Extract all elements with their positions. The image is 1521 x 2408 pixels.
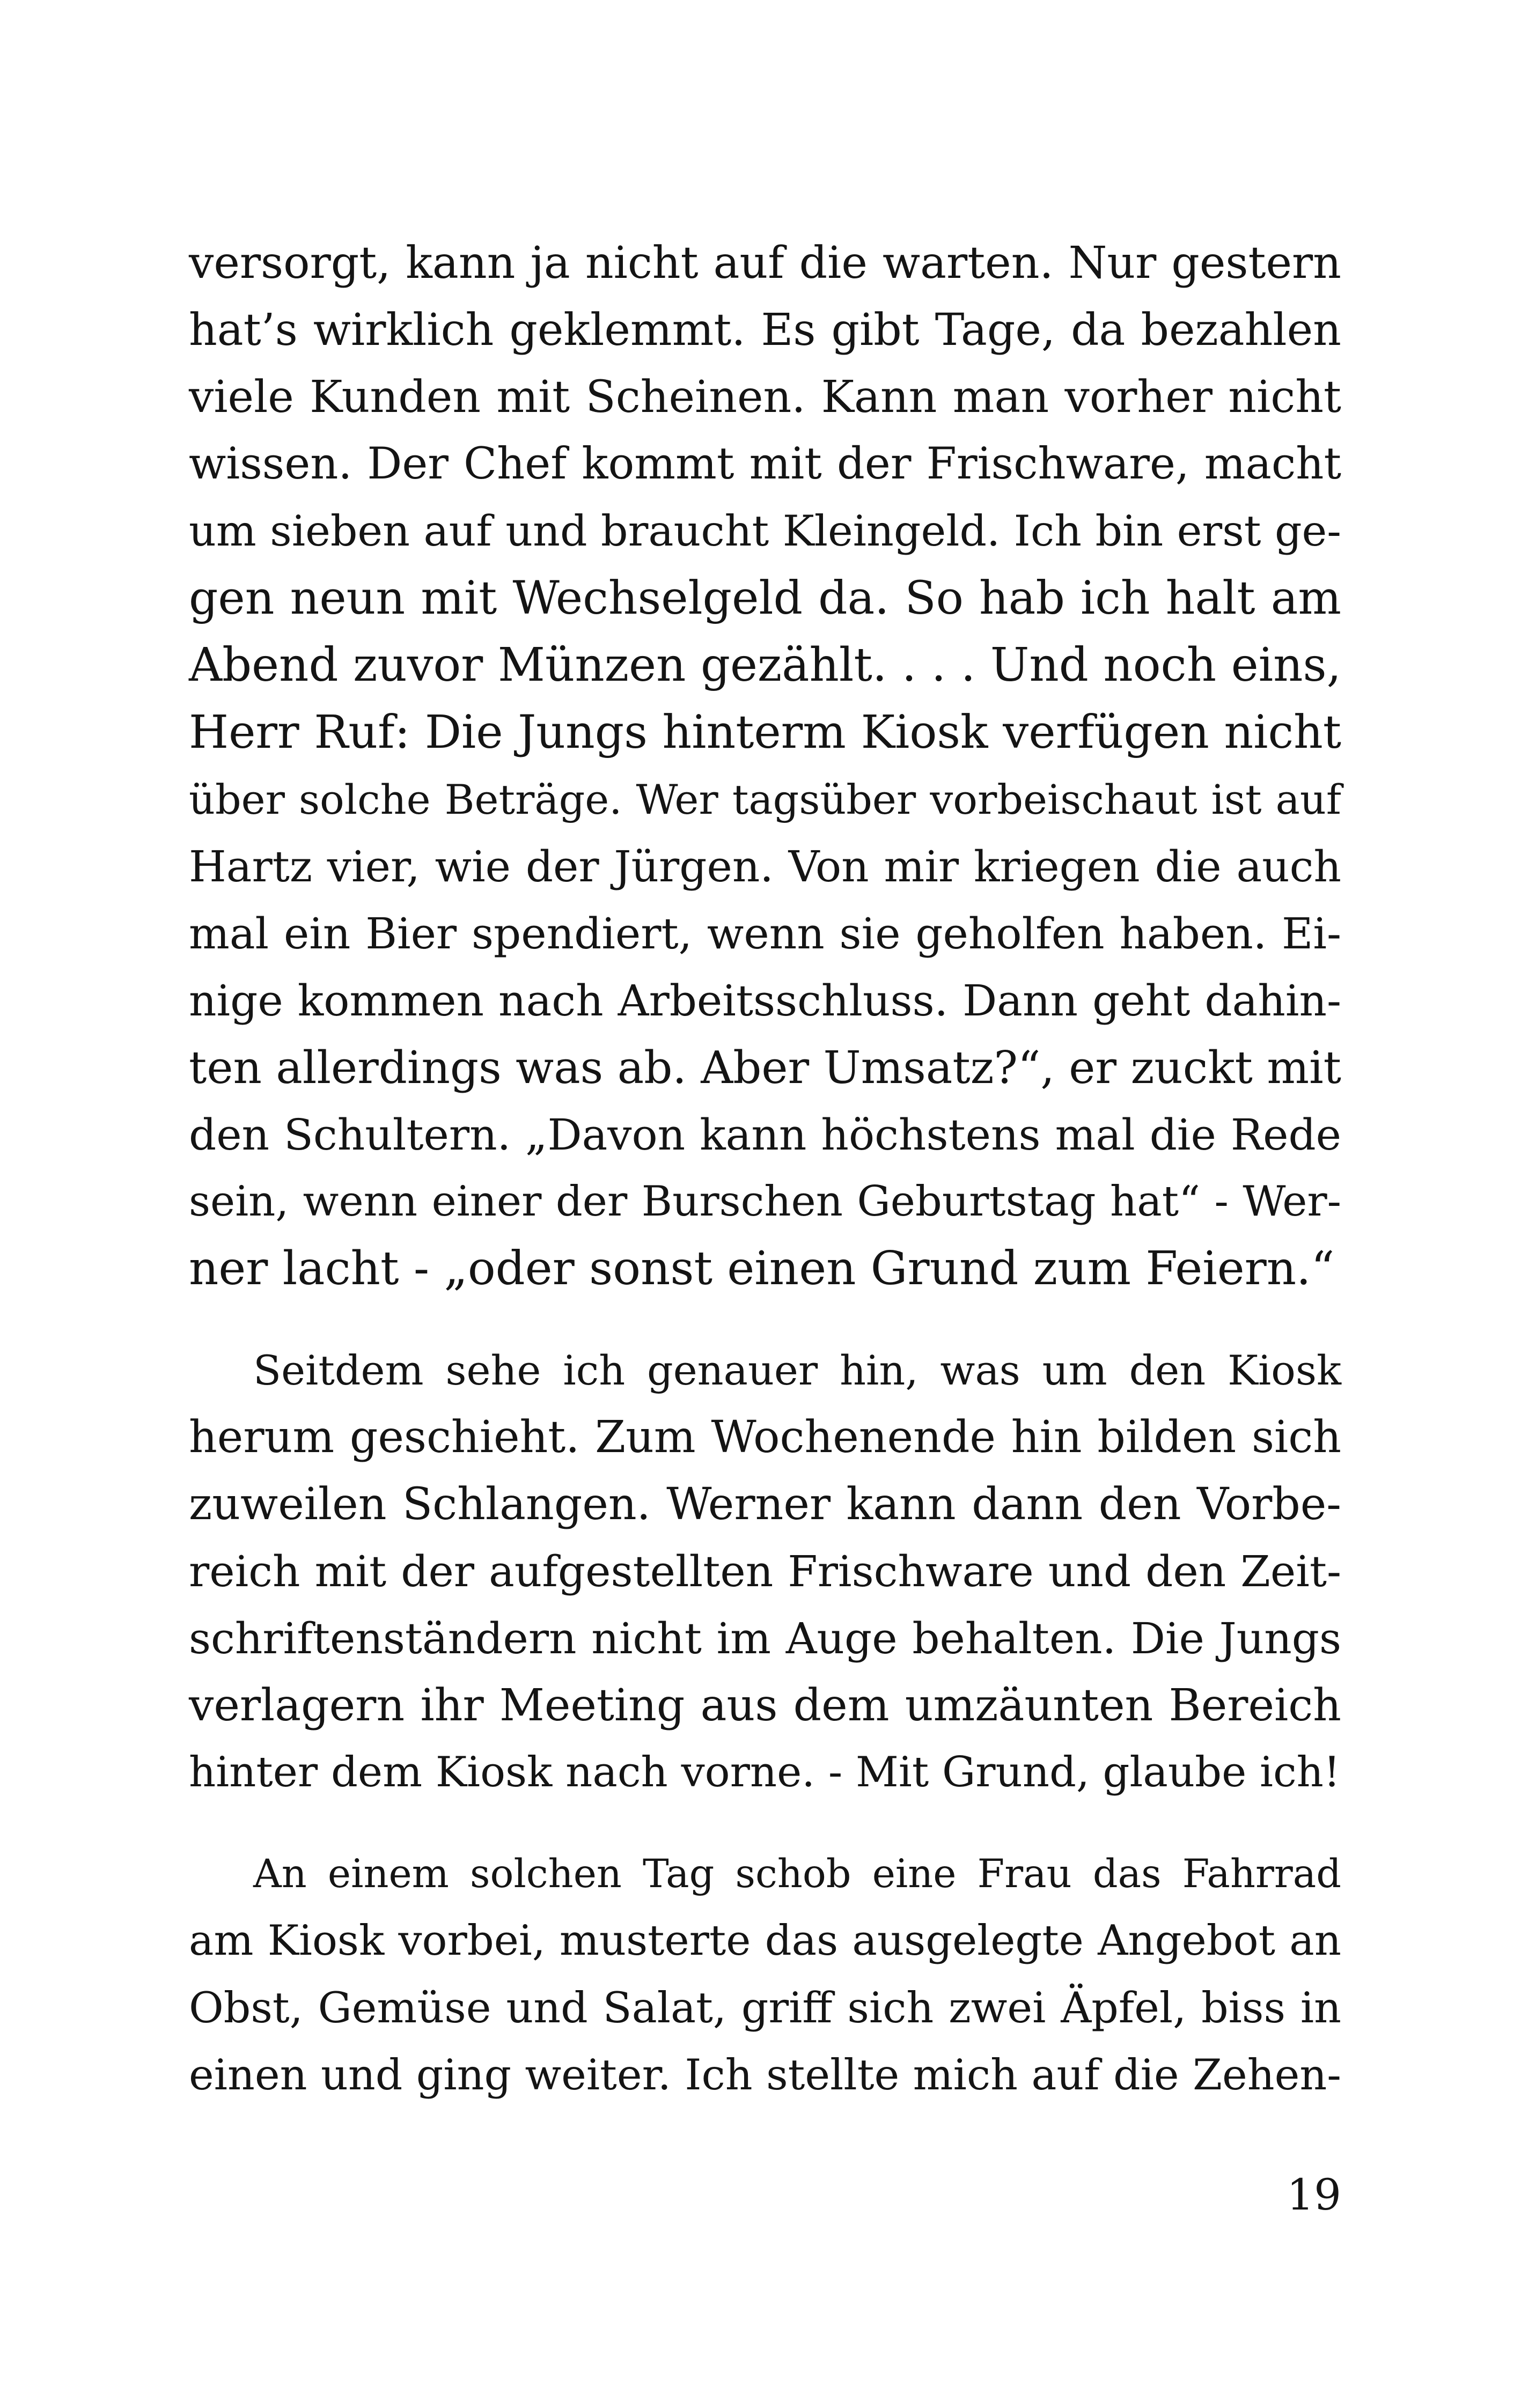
text-line: den Schultern. „Davon kann höchstens mal die Rede bbox=[189, 1110, 1341, 1160]
text-line: hat’s wirklich geklemmt. Es gibt Tage, da bezahlen bbox=[189, 305, 1341, 356]
text-line: reich mit der aufgestellten Frischware und den Zeit- bbox=[189, 1547, 1341, 1596]
text-line: Obst, Gemüse und Salat, griff sich zwei Äpfel, biss in bbox=[189, 1983, 1341, 2033]
text-line: zuweilen Schlangen. Werner kann dann den Vorbe- bbox=[189, 1479, 1341, 1530]
text-line: An einem solchen Tag schob eine Frau das Fahrrad bbox=[253, 1851, 1341, 1897]
text-line: Abend zuvor Münzen gezählt. . . . Und noch eins, bbox=[189, 638, 1341, 692]
text-line: einen und ging weiter. Ich stellte mich auf die Zehen- bbox=[189, 2050, 1341, 2100]
text-line: am Kiosk vorbei, musterte das ausgelegte Angebot an bbox=[189, 1917, 1341, 1965]
text-line: um sieben auf und braucht Kleingeld. Ich bin erst ge- bbox=[189, 506, 1341, 556]
text-line: viele Kunden mit Scheinen. Kann man vorher nicht bbox=[189, 372, 1341, 423]
text-line: Seitdem sehe ich genauer hin, was um den Kiosk bbox=[253, 1346, 1341, 1394]
text-line: Hartz vier, wie der Jürgen. Von mir kriegen die auch bbox=[189, 842, 1341, 892]
text-line: versorgt, kann ja nicht auf die warten. Nur gestern bbox=[189, 238, 1341, 289]
text-line: hinter dem Kiosk nach vorne. - Mit Grund, glaube ich! bbox=[189, 1748, 1341, 1796]
page-number: 19 bbox=[1287, 2170, 1341, 2220]
text-line: gen neun mit Wechselgeld da. So hab ich halt am bbox=[189, 572, 1341, 625]
text-line: herum geschieht. Zum Wochenende hin bilden sich bbox=[189, 1412, 1341, 1463]
body-text bbox=[189, 230, 1341, 2109]
text-line: wissen. Der Chef kommt mit der Frischware, macht bbox=[189, 439, 1341, 489]
text-line: ten allerdings was ab. Aber Umsatz?“, er zuckt mit bbox=[189, 1042, 1341, 1094]
text-line: Herr Ruf: Die Jungs hinterm Kiosk verfügen nicht bbox=[189, 706, 1341, 759]
text-line: nige kommen nach Arbeitsschluss. Dann geht dahin- bbox=[189, 976, 1341, 1026]
paragraph-2 bbox=[189, 1337, 1341, 1806]
text-line: verlagern ihr Meeting aus dem umzäunten Bereich bbox=[189, 1680, 1341, 1731]
text-line: über solche Beträge. Wer tagsüber vorbeischaut ist auf bbox=[189, 776, 1341, 823]
text-line: sein, wenn einer der Burschen Geburtstag hat“ - Wer- bbox=[189, 1177, 1341, 1226]
text-line: mal ein Bier spendiert, wenn sie geholfen haben. Ei- bbox=[189, 909, 1341, 959]
text-line: schriftenständern nicht im Auge behalten. Die Jungs bbox=[189, 1614, 1341, 1663]
paragraph-3 bbox=[189, 1840, 1341, 2109]
text-line: ner lacht - „oder sonst einen Grund zum Feiern.“ bbox=[189, 1242, 1335, 1295]
paragraph-1 bbox=[189, 230, 1341, 1302]
